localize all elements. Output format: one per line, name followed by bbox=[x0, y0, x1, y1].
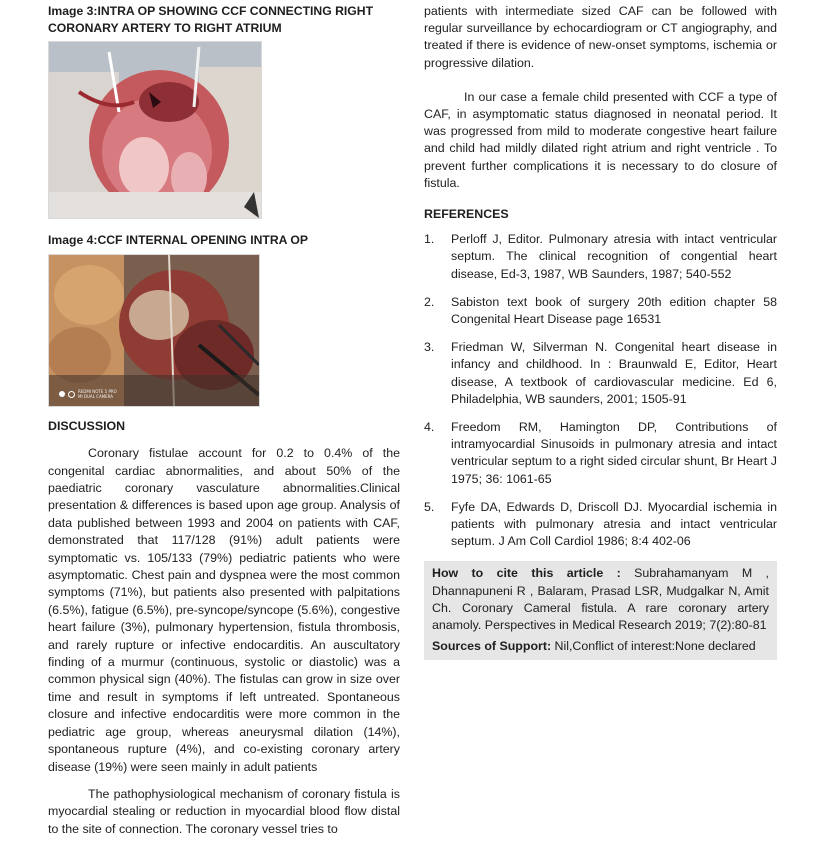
watermark-dot-icon bbox=[59, 391, 65, 397]
watermark-line1: REDMI NOTE 5 PRO bbox=[78, 389, 117, 394]
reference-text: Fyfe DA, Edwards D, Driscoll DJ. Myocardial ischemia in patients with pulmonary atresia and intact ventricular septum. J Am Coll Cardiol 1986; 8:4 402-06 bbox=[451, 499, 777, 549]
reference-number: 4. bbox=[424, 420, 435, 435]
citation bbox=[432, 565, 769, 634]
discussion-paragraph-1: Coronary fistulae account for 0.2 to 0.4% of the congenital cardiac abnormalities, and about 50% of the paediatric coronary vasculature abnormalities.Clinical presentation & differences is based upon age group. Analysis of data published between 1993 and 2004 on patients with CAF, demonstrated that 117/128 (91%) adult patients were symptomatic vs. 105/133 (79%) pediatric patients who were asymptomatic. Chest pain and dyspnea were the most common symptoms (71%), but patients also presented with palpitations (6.5%), fatigue (6.5%), pre-syncope/syncope (5.6%), congestive heart failure (3%), pulmonary hypertension, fistula thrombosis, and rarely rupture or infective endocarditis. An auscultatory finding of a murmur (continuous, systolic or diastolic) was a common physical sign (40%). The fistulas can grow in size over time and result in symptoms if left untreated. Spontaneous closure and infective endocarditis were more common in the pediatric age group, whereas aneurysmal dilation (14%), spontaneous rupture (4%), and co-existing coronary artery disease (19%) were seen mainly in adult patients bbox=[48, 446, 400, 774]
support-text: Nil,Conflict of interest:None declared bbox=[551, 639, 756, 654]
reference-text: Freedom RM, Hamington DP, Contributions of intramyocardial Sinusoids in pulmonary atresia and intact ventricular septum to a right sided circular shunt, Br Heart J 1975; 36: 1061-65 bbox=[451, 420, 777, 486]
support-statement bbox=[432, 638, 769, 655]
discussion-paragraph-2: The pathophysiological mechanism of coronary fistula is myocardial stealing or reduction in myocardial blood flow distal to the site of connection. The coronary vessel tries to bbox=[48, 786, 400, 836]
references-heading: REFERENCES bbox=[424, 207, 509, 222]
watermark-ring-icon bbox=[68, 391, 75, 398]
intraop-photo-image3 bbox=[48, 41, 262, 219]
camera-watermark bbox=[59, 389, 117, 399]
discussion-heading: DISCUSSION bbox=[48, 419, 126, 433]
reference-number: 2. bbox=[424, 294, 435, 309]
watermark-line2: MI DUAL CAMERA bbox=[78, 394, 114, 399]
image3-caption: Image 3:INTRA OP SHOWING CCF CONNECTING RIGHT CORONARY ARTERY TO RIGHT ATRIUM bbox=[48, 4, 374, 35]
reference-number: 1. bbox=[424, 232, 435, 247]
paragraph-case: In our case a female child presented with CCF a type of CAF, in asymptomatic status diagnosed in neonatal period. It was progressed from mild to moderate congestive heart failure and child had mildly dilated right atrium and right ventricle . To prevent further complications it is necessary to do closure of fistula. bbox=[424, 89, 777, 190]
reference-item bbox=[424, 294, 777, 328]
support-label: Sources of Support: bbox=[432, 639, 552, 654]
reference-item bbox=[424, 339, 777, 408]
left-column bbox=[48, 0, 400, 838]
paragraph-surveillance: patients with intermediate sized CAF can be followed with regular surveillance by echocardiogram or CT angiography, and treated if there is evidence of new-onset symptoms, ischemia or progressive dilation. bbox=[424, 4, 777, 70]
citation-box bbox=[424, 561, 777, 659]
reference-item bbox=[424, 499, 777, 551]
citation-label: How to cite this article : bbox=[432, 566, 621, 581]
reference-number: 3. bbox=[424, 340, 435, 355]
image4-caption: Image 4:CCF INTERNAL OPENING INTRA OP bbox=[48, 233, 309, 247]
reference-item bbox=[424, 419, 777, 488]
reference-item bbox=[424, 231, 777, 283]
citation-text: Subrahamanyam M , Dhannapuneni R , Balaram, Prasad LSR, Mudgalkar N, Amit Ch. Coronary Cameral fistula. A rare coronary artery anamoly. Perspectives in Medical Research 2019; 7(2):80-81 bbox=[432, 566, 769, 633]
right-column bbox=[424, 0, 777, 660]
intraop-photo-image4 bbox=[48, 254, 260, 407]
reference-number: 5. bbox=[424, 499, 435, 514]
reference-text: Sabiston text book of surgery 20th edition chapter 58 Congenital Heart Disease page 16531 bbox=[451, 294, 777, 327]
reference-text: Friedman W, Silverman N. Congenital heart disease in infancy and childhood. In : Braunwald E, Editor, Heart disease, A textbook of cardiovascular medicine. Ed 6, Philadelphia, WB saunders, 2001; 1505-91 bbox=[451, 340, 777, 406]
reference-text: Perloff J, Editor. Pulmonary atresia with intact ventricular septum. The clinical recognition of congential heart disease, Ed-3, 1987, WB Saunders, 1987; 540-552 bbox=[451, 232, 777, 281]
references-list bbox=[424, 231, 777, 550]
